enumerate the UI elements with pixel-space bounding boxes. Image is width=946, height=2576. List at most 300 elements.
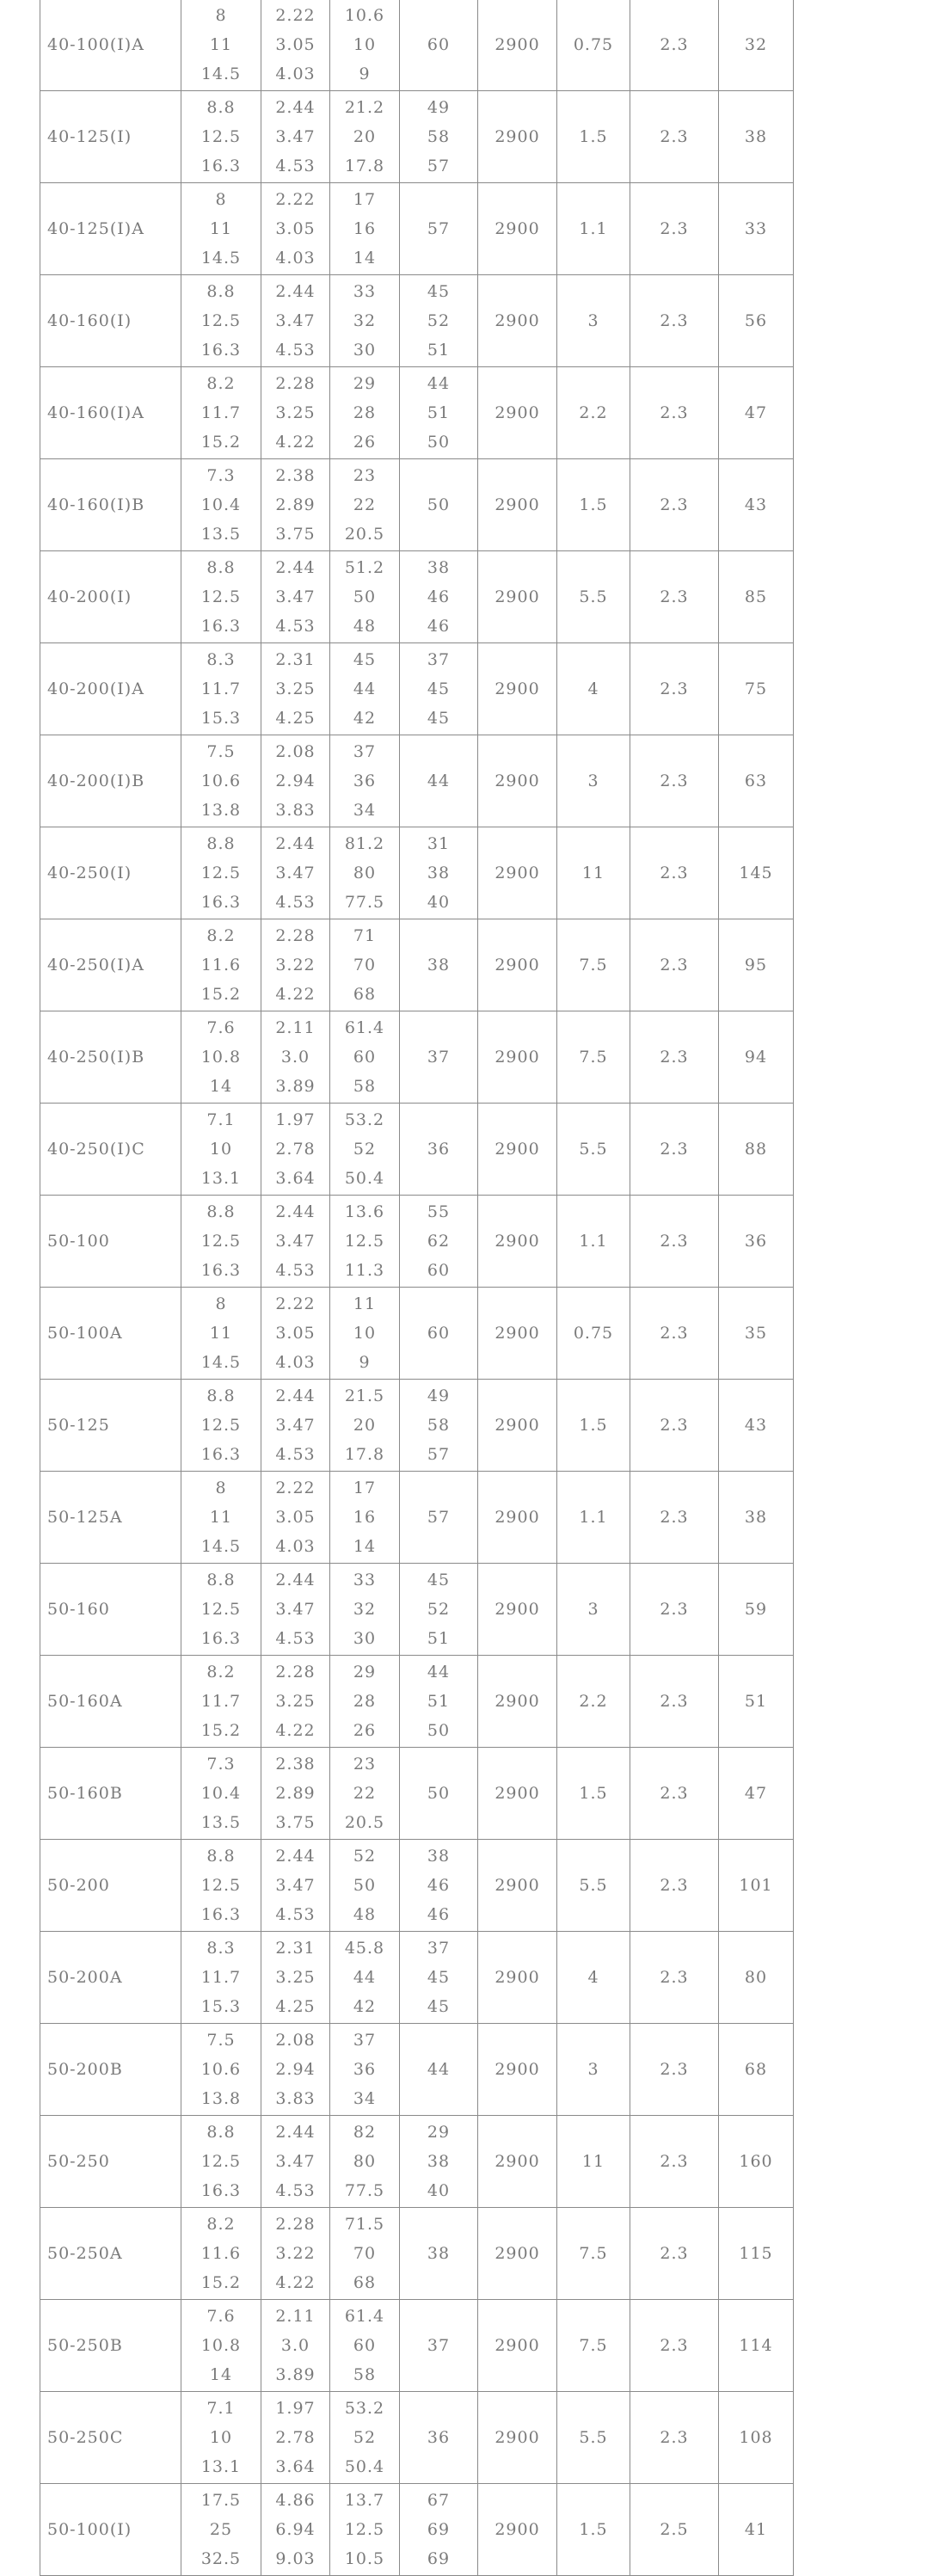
- flow-m3h-value: 14.5: [200, 249, 242, 267]
- flow-ls-value: 4.53: [275, 893, 316, 912]
- flow-ls-values: [261, 827, 329, 919]
- head-cell: [330, 2484, 400, 2576]
- head-value: 21.2: [344, 98, 385, 117]
- flow-m3h-value: 8.8: [206, 2123, 236, 2142]
- flow-ls-value: 2.38: [275, 466, 316, 485]
- speed-cell: 2900: [478, 1840, 557, 1932]
- model-cell: 40-250(I)A: [40, 919, 181, 1011]
- head-value: 17.8: [344, 157, 385, 175]
- flow-ls-value: 4.22: [275, 985, 316, 1004]
- flow-m3h-values: [181, 1011, 261, 1103]
- flow-m3h-values: [181, 275, 261, 366]
- head-value: 29: [353, 1663, 377, 1681]
- npsh-cell: 2.3: [630, 1196, 719, 1288]
- flow-m3h-value: 7.6: [206, 2307, 236, 2326]
- efficiency-value: 38: [427, 1847, 451, 1866]
- speed-cell: 2900: [478, 367, 557, 459]
- flow-ls-value: 9.03: [275, 2549, 316, 2568]
- head-cell: [330, 183, 400, 275]
- model-cell: 40-125(I): [40, 91, 181, 183]
- head-values: [330, 0, 399, 90]
- flow-ls-value: 4.03: [275, 65, 316, 83]
- efficiency-cell: [400, 1196, 478, 1288]
- power-cell: 0.75: [557, 1288, 630, 1380]
- flow-ls-values: [261, 1288, 329, 1379]
- flow-ls-value: 4.53: [275, 2181, 316, 2200]
- head-values: [330, 2484, 399, 2575]
- efficiency-value: 51: [427, 403, 451, 422]
- model-cell: 40-250(I)B: [40, 1011, 181, 1104]
- flow-ls-value: 2.44: [275, 282, 316, 301]
- flow-ls-value: 2.44: [275, 834, 316, 853]
- flow-m3h-value: 11.6: [200, 2244, 242, 2263]
- flow-ls-value: 3.64: [275, 2457, 316, 2476]
- weight-cell: 51: [719, 1656, 794, 1748]
- flow-m3h-value: 15.3: [200, 1997, 242, 2016]
- flow-ls-value: 3.05: [275, 1324, 316, 1343]
- flow-ls-values: [261, 1472, 329, 1563]
- head-cell: [330, 643, 400, 735]
- head-value: 10: [353, 1324, 377, 1343]
- efficiency-value: 60: [427, 1261, 451, 1280]
- head-values: [330, 183, 399, 274]
- model-cell: 50-250: [40, 2116, 181, 2208]
- speed-cell: 2900: [478, 551, 557, 643]
- flow-ls-value: 2.22: [275, 1294, 316, 1313]
- model-cell: 40-160(I)B: [40, 459, 181, 551]
- head-value: 20.5: [344, 1813, 385, 1832]
- flow-m3h-values: [181, 551, 261, 642]
- npsh-cell: 2.3: [630, 1288, 719, 1380]
- head-values: [330, 1656, 399, 1747]
- flow-ls-value: 4.86: [275, 2491, 316, 2510]
- power-cell: 1.1: [557, 1472, 630, 1564]
- flow-ls-cell: [261, 1472, 330, 1564]
- head-value: 61.4: [344, 1018, 385, 1037]
- head-values: [330, 2208, 399, 2299]
- efficiency-value: 52: [427, 1600, 451, 1619]
- head-value: 52: [353, 2428, 377, 2447]
- table-row: [40, 459, 794, 551]
- head-value: 70: [353, 956, 377, 974]
- flow-ls-value: 2.31: [275, 1939, 316, 1958]
- weight-cell: 95: [719, 919, 794, 1011]
- efficiency-value: 38: [427, 2152, 451, 2171]
- flow-ls-cell: [261, 551, 330, 643]
- head-cell: [330, 919, 400, 1011]
- flow-m3h-value: 10.6: [200, 772, 242, 790]
- flow-ls-value: 4.53: [275, 617, 316, 636]
- flow-m3h-cell: [181, 1472, 261, 1564]
- table-row: [40, 1380, 794, 1472]
- head-value: 50.4: [344, 1169, 385, 1188]
- npsh-cell: 2.3: [630, 183, 719, 275]
- flow-m3h-values: [181, 643, 261, 735]
- weight-cell: 115: [719, 2208, 794, 2300]
- model-cell: 40-100(I)A: [40, 0, 181, 91]
- head-value: 32: [353, 311, 377, 330]
- efficiency-cell: [400, 367, 478, 459]
- head-value: 42: [353, 709, 377, 728]
- speed-cell: 2900: [478, 2208, 557, 2300]
- head-value: 36: [353, 772, 377, 790]
- npsh-cell: 2.3: [630, 1656, 719, 1748]
- head-value: 22: [353, 495, 377, 514]
- flow-m3h-cell: [181, 1656, 261, 1748]
- power-cell: 7.5: [557, 1011, 630, 1104]
- efficiency-value: 69: [427, 2549, 451, 2568]
- flow-m3h-value: 11: [209, 219, 233, 238]
- flow-ls-cell: [261, 1840, 330, 1932]
- flow-m3h-value: 7.5: [206, 2031, 236, 2050]
- power-cell: 1.1: [557, 1196, 630, 1288]
- flow-ls-values: [261, 1840, 329, 1931]
- flow-m3h-value: 11.6: [200, 956, 242, 974]
- model-cell: 50-200: [40, 1840, 181, 1932]
- flow-m3h-cell: [181, 2024, 261, 2116]
- flow-ls-value: 1.97: [275, 1110, 316, 1129]
- flow-ls-value: 4.53: [275, 157, 316, 175]
- npsh-cell: 2.3: [630, 1748, 719, 1840]
- npsh-cell: 2.3: [630, 2208, 719, 2300]
- model-cell: 50-100: [40, 1196, 181, 1288]
- flow-ls-value: 4.25: [275, 709, 316, 728]
- flow-ls-value: 2.78: [275, 2428, 316, 2447]
- head-cell: [330, 1564, 400, 1656]
- flow-m3h-cell: [181, 827, 261, 919]
- model-cell: 50-100A: [40, 1288, 181, 1380]
- head-value: 10.5: [344, 2549, 385, 2568]
- efficiency-value: 52: [427, 311, 451, 330]
- power-cell: 7.5: [557, 2208, 630, 2300]
- flow-ls-values: [261, 275, 329, 366]
- flow-ls-cell: [261, 2208, 330, 2300]
- flow-m3h-values: [181, 0, 261, 90]
- efficiency-cell: 37: [400, 2300, 478, 2392]
- head-value: 10: [353, 35, 377, 54]
- table-row: [40, 919, 794, 1011]
- flow-ls-values: [261, 1564, 329, 1655]
- flow-m3h-value: 10.4: [200, 495, 242, 514]
- head-value: 81.2: [344, 834, 385, 853]
- flow-m3h-value: 12.5: [200, 127, 242, 146]
- efficiency-value: 46: [427, 617, 451, 636]
- efficiency-values: [400, 827, 477, 919]
- speed-cell: 2900: [478, 643, 557, 735]
- flow-m3h-cell: [181, 275, 261, 367]
- head-value: 36: [353, 2060, 377, 2079]
- head-cell: [330, 459, 400, 551]
- head-values: [330, 275, 399, 366]
- efficiency-value: 51: [427, 1629, 451, 1648]
- flow-m3h-cell: [181, 459, 261, 551]
- flow-ls-cell: [261, 1196, 330, 1288]
- head-value: 80: [353, 2152, 377, 2171]
- power-cell: 3: [557, 2024, 630, 2116]
- efficiency-values: [400, 2116, 477, 2207]
- head-cell: [330, 1472, 400, 1564]
- efficiency-value: 29: [427, 2123, 451, 2142]
- flow-ls-cell: [261, 1380, 330, 1472]
- npsh-cell: 2.3: [630, 643, 719, 735]
- weight-cell: 68: [719, 2024, 794, 2116]
- flow-ls-value: 3.25: [275, 1692, 316, 1711]
- flow-m3h-value: 8.3: [206, 650, 236, 669]
- flow-m3h-value: 8: [215, 1294, 227, 1313]
- head-value: 70: [353, 2244, 377, 2263]
- flow-ls-values: [261, 1196, 329, 1287]
- head-values: [330, 367, 399, 458]
- flow-m3h-value: 15.2: [200, 2273, 242, 2292]
- head-value: 32: [353, 1600, 377, 1619]
- flow-m3h-values: [181, 1564, 261, 1655]
- flow-m3h-cell: [181, 183, 261, 275]
- efficiency-value: 38: [427, 558, 451, 577]
- efficiency-cell: [400, 275, 478, 367]
- head-value: 48: [353, 1905, 377, 1924]
- weight-cell: 94: [719, 1011, 794, 1104]
- efficiency-value: 51: [427, 341, 451, 360]
- flow-ls-value: 3.05: [275, 1508, 316, 1527]
- flow-m3h-value: 12.5: [200, 1876, 242, 1895]
- flow-ls-value: 4.25: [275, 1997, 316, 2016]
- efficiency-cell: [400, 2484, 478, 2576]
- flow-ls-cell: [261, 1288, 330, 1380]
- flow-ls-cell: [261, 1564, 330, 1656]
- flow-m3h-values: [181, 367, 261, 458]
- head-value: 33: [353, 282, 377, 301]
- efficiency-value: 45: [427, 679, 451, 698]
- head-value: 28: [353, 1692, 377, 1711]
- flow-ls-value: 3.47: [275, 311, 316, 330]
- model-cell: 50-250A: [40, 2208, 181, 2300]
- flow-ls-value: 2.22: [275, 190, 316, 209]
- flow-ls-value: 3.0: [280, 1048, 310, 1067]
- flow-ls-cell: [261, 919, 330, 1011]
- head-value: 11: [353, 1294, 377, 1313]
- head-value: 52: [353, 1847, 377, 1866]
- flow-m3h-values: [181, 1840, 261, 1931]
- head-values: [330, 1011, 399, 1103]
- npsh-cell: 2.3: [630, 2116, 719, 2208]
- speed-cell: 2900: [478, 1011, 557, 1104]
- head-cell: [330, 1840, 400, 1932]
- efficiency-cell: [400, 1656, 478, 1748]
- flow-m3h-cell: [181, 367, 261, 459]
- flow-ls-value: 2.78: [275, 1140, 316, 1159]
- flow-ls-value: 3.83: [275, 801, 316, 820]
- flow-m3h-value: 15.2: [200, 433, 242, 452]
- pump-spec-table: [40, 0, 794, 2576]
- npsh-cell: 2.3: [630, 827, 719, 919]
- flow-ls-values: [261, 1011, 329, 1103]
- head-values: [330, 1380, 399, 1471]
- flow-ls-value: 4.53: [275, 341, 316, 360]
- npsh-cell: 2.3: [630, 0, 719, 91]
- efficiency-value: 58: [427, 127, 451, 146]
- head-cell: [330, 1748, 400, 1840]
- flow-m3h-values: [181, 1288, 261, 1379]
- model-cell: 50-160: [40, 1564, 181, 1656]
- flow-m3h-values: [181, 1196, 261, 1287]
- flow-m3h-value: 8.8: [206, 1202, 236, 1221]
- flow-ls-value: 2.08: [275, 742, 316, 761]
- flow-m3h-value: 10.4: [200, 1784, 242, 1803]
- flow-ls-value: 2.44: [275, 2123, 316, 2142]
- npsh-cell: 2.3: [630, 91, 719, 183]
- efficiency-cell: 57: [400, 183, 478, 275]
- model-cell: 50-200B: [40, 2024, 181, 2116]
- flow-m3h-value: 11.7: [200, 403, 242, 422]
- speed-cell: 2900: [478, 1104, 557, 1196]
- flow-ls-cell: [261, 275, 330, 367]
- head-values: [330, 1104, 399, 1195]
- flow-ls-cell: [261, 367, 330, 459]
- flow-ls-value: 2.44: [275, 1571, 316, 1589]
- head-value: 45: [353, 650, 377, 669]
- weight-cell: 43: [719, 1380, 794, 1472]
- efficiency-value: 69: [427, 2520, 451, 2539]
- model-cell: 50-200A: [40, 1932, 181, 2024]
- flow-ls-value: 2.28: [275, 374, 316, 393]
- efficiency-value: 31: [427, 834, 451, 853]
- head-cell: [330, 275, 400, 367]
- efficiency-cell: 37: [400, 1011, 478, 1104]
- flow-ls-value: 3.05: [275, 219, 316, 238]
- flow-ls-value: 3.22: [275, 956, 316, 974]
- flow-m3h-value: 13.1: [200, 1169, 242, 1188]
- speed-cell: 2900: [478, 1748, 557, 1840]
- efficiency-cell: 36: [400, 1104, 478, 1196]
- npsh-cell: 2.3: [630, 551, 719, 643]
- head-value: 68: [353, 985, 377, 1004]
- efficiency-values: [400, 1840, 477, 1931]
- head-values: [330, 2024, 399, 2115]
- head-value: 33: [353, 1571, 377, 1589]
- head-values: [330, 827, 399, 919]
- power-cell: 5.5: [557, 2392, 630, 2484]
- flow-m3h-cell: [181, 643, 261, 735]
- weight-cell: 75: [719, 643, 794, 735]
- flow-ls-values: [261, 2208, 329, 2299]
- flow-m3h-value: 25: [209, 2520, 233, 2539]
- head-value: 45.8: [344, 1939, 385, 1958]
- npsh-cell: 2.3: [630, 1932, 719, 2024]
- flow-m3h-value: 14: [209, 2365, 233, 2384]
- flow-ls-values: [261, 367, 329, 458]
- efficiency-values: [400, 643, 477, 735]
- flow-ls-values: [261, 2024, 329, 2115]
- efficiency-value: 37: [427, 650, 451, 669]
- efficiency-value: 40: [427, 893, 451, 912]
- flow-ls-cell: [261, 1748, 330, 1840]
- flow-m3h-cell: [181, 1196, 261, 1288]
- flow-ls-value: 4.53: [275, 1905, 316, 1924]
- efficiency-value: 50: [427, 433, 451, 452]
- table-row: [40, 1011, 794, 1104]
- model-cell: 50-160B: [40, 1748, 181, 1840]
- efficiency-value: 67: [427, 2491, 451, 2510]
- flow-ls-values: [261, 2392, 329, 2483]
- head-value: 44: [353, 1968, 377, 1987]
- head-value: 30: [353, 1629, 377, 1648]
- flow-ls-values: [261, 1104, 329, 1195]
- flow-ls-value: 2.94: [275, 2060, 316, 2079]
- flow-m3h-value: 8.8: [206, 558, 236, 577]
- efficiency-value: 46: [427, 587, 451, 606]
- head-cell: [330, 1104, 400, 1196]
- model-cell: 40-200(I)A: [40, 643, 181, 735]
- flow-m3h-value: 7.6: [206, 1018, 236, 1037]
- power-cell: 0.75: [557, 0, 630, 91]
- power-cell: 2.2: [557, 367, 630, 459]
- flow-m3h-value: 7.5: [206, 742, 236, 761]
- flow-m3h-value: 14.5: [200, 1537, 242, 1556]
- flow-m3h-value: 14.5: [200, 1353, 242, 1372]
- efficiency-value: 62: [427, 1232, 451, 1251]
- flow-ls-value: 3.47: [275, 127, 316, 146]
- power-cell: 7.5: [557, 919, 630, 1011]
- table-row: [40, 367, 794, 459]
- flow-ls-values: [261, 0, 329, 90]
- flow-ls-value: 2.28: [275, 1663, 316, 1681]
- flow-m3h-value: 11: [209, 1508, 233, 1527]
- npsh-cell: 2.3: [630, 459, 719, 551]
- efficiency-values: [400, 275, 477, 366]
- head-value: 12.5: [344, 1232, 385, 1251]
- table-row: [40, 183, 794, 275]
- flow-m3h-value: 10: [209, 1140, 233, 1159]
- flow-ls-value: 3.75: [275, 1813, 316, 1832]
- efficiency-values: [400, 1380, 477, 1471]
- power-cell: 5.5: [557, 1840, 630, 1932]
- efficiency-cell: [400, 1840, 478, 1932]
- flow-m3h-value: 8: [215, 190, 227, 209]
- power-cell: 1.5: [557, 2484, 630, 2576]
- head-value: 42: [353, 1997, 377, 2016]
- head-value: 12.5: [344, 2520, 385, 2539]
- flow-m3h-value: 12.5: [200, 587, 242, 606]
- efficiency-values: [400, 1196, 477, 1287]
- weight-cell: 36: [719, 1196, 794, 1288]
- flow-m3h-value: 13.5: [200, 525, 242, 544]
- flow-ls-value: 3.89: [275, 2365, 316, 2384]
- head-value: 30: [353, 341, 377, 360]
- head-value: 26: [353, 1721, 377, 1740]
- flow-m3h-cell: [181, 0, 261, 91]
- efficiency-values: [400, 551, 477, 642]
- head-cell: [330, 91, 400, 183]
- speed-cell: 2900: [478, 1564, 557, 1656]
- npsh-cell: 2.3: [630, 1104, 719, 1196]
- flow-m3h-value: 8.8: [206, 834, 236, 853]
- model-cell: 40-200(I)B: [40, 735, 181, 827]
- table-row: [40, 2116, 794, 2208]
- flow-m3h-cell: [181, 1840, 261, 1932]
- flow-ls-value: 2.28: [275, 2215, 316, 2234]
- flow-m3h-value: 8.3: [206, 1939, 236, 1958]
- weight-cell: 32: [719, 0, 794, 91]
- efficiency-values: [400, 367, 477, 458]
- table-row: [40, 2208, 794, 2300]
- flow-ls-value: 2.08: [275, 2031, 316, 2050]
- head-value: 9: [359, 1353, 371, 1372]
- head-value: 10.6: [344, 6, 385, 25]
- flow-m3h-value: 17.5: [200, 2491, 242, 2510]
- efficiency-values: [400, 1656, 477, 1747]
- flow-m3h-value: 32.5: [200, 2549, 242, 2568]
- table-row: [40, 827, 794, 919]
